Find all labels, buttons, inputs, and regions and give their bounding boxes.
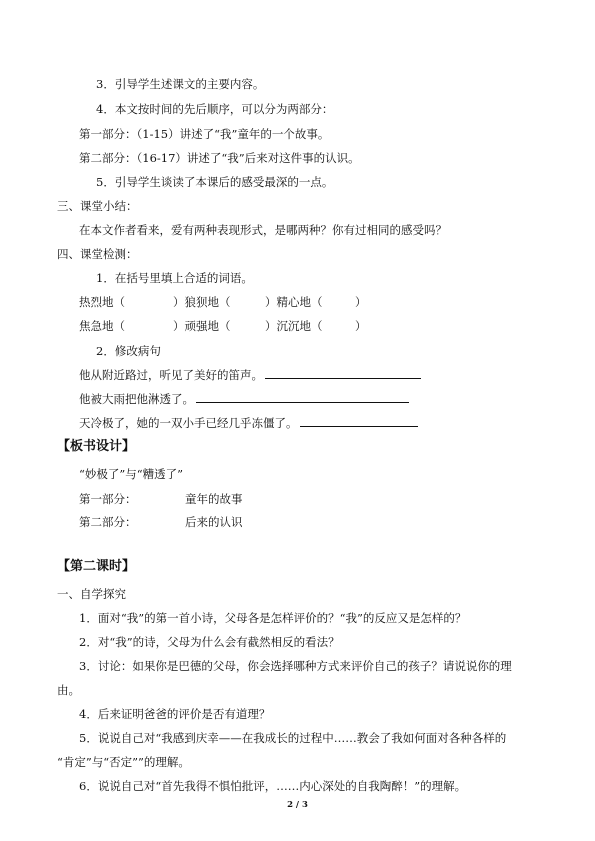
question-item: 由。 xyxy=(57,683,80,697)
second-lesson-title: 【第二课时】 xyxy=(57,559,136,574)
fill-item: 焦急地（ xyxy=(79,319,125,333)
sentence-row xyxy=(79,415,418,431)
fill-item: ） xyxy=(355,295,367,309)
answer-line xyxy=(196,391,409,403)
fill-item: ）沉沉地（ xyxy=(265,319,323,333)
fill-row xyxy=(79,318,367,334)
fill-item: ）狼狈地（ xyxy=(173,295,231,309)
question-item: “肯定”与“否定””的理解。 xyxy=(57,755,190,769)
question-item: 4．后来证明爸爸的评价是否有道理？ xyxy=(79,707,271,721)
sentence-row xyxy=(79,367,421,383)
fill-item: ）顽强地（ xyxy=(173,319,231,333)
fill-item: ） xyxy=(355,319,367,333)
fill-item: 热烈地（ xyxy=(79,295,125,309)
question-item: 6．说说自己对“首先我得不惧怕批评，……内心深处的自我陶醉！”的理解。 xyxy=(79,779,467,793)
answer-line xyxy=(265,367,421,379)
board-value: 童年的故事 xyxy=(185,492,243,506)
board-value: 后来的认识 xyxy=(185,515,243,529)
question-item: 2．对“我”的诗，父母为什么会有截然相反的看法？ xyxy=(79,635,340,649)
text-line: 5．引导学生谈读了本课后的感受最深的一点。 xyxy=(96,175,334,189)
question-item: 3．讨论：如果你是巴德的父母，你会选择哪种方式来评价自己的孩子？请说说你的理 xyxy=(79,659,512,673)
page-number: 2 / 3 xyxy=(287,800,308,810)
text-line: 1．在括号里填上合适的词语。 xyxy=(96,271,253,285)
fill-item: ）精心地（ xyxy=(265,295,323,309)
text-line: 第二部分：（16-17）讲述了“我”后来对这件事的认识。 xyxy=(79,151,360,165)
sentence-row xyxy=(79,391,409,407)
board-row xyxy=(79,491,243,507)
sentence-text: 他被大雨把他淋透了。 xyxy=(79,392,194,406)
section-heading: 四、课堂检测： xyxy=(57,247,138,261)
board-subtitle: “妙极了”与“糟透了” xyxy=(79,467,184,481)
board-title: 【板书设计】 xyxy=(57,439,136,454)
sentence-text: 他从附近路过，听见了美好的笛声。 xyxy=(79,368,263,382)
fill-row xyxy=(79,294,367,310)
text-line: 在本文作者看来，爱有两种表现形式，是哪两种？你有过相同的感受吗？ xyxy=(79,223,447,237)
question-item: 5．说说自己对“我感到庆幸——在我成长的过程中……教会了我如何面对各种各样的 xyxy=(79,731,507,745)
board-label: 第二部分： xyxy=(79,515,137,529)
section-heading: 三、课堂小结： xyxy=(57,199,138,213)
section-heading: 一、自学探究 xyxy=(57,587,126,601)
text-line: 第一部分：（1-15）讲述了“我”童年的一个故事。 xyxy=(79,127,330,141)
text-line: 4．本文按时间的先后顺序，可以分为两部分： xyxy=(96,102,334,116)
question-item: 1．面对“我”的第一首小诗，父母各是怎样评价的？“我”的反应又是怎样的？ xyxy=(79,611,467,625)
text-line: 2．修改病句 xyxy=(96,344,161,358)
text-line: 3．引导学生述课文的主要内容。 xyxy=(96,77,265,91)
board-label: 第一部分： xyxy=(79,492,137,506)
sentence-text: 天冷极了，她的一双小手已经几乎冻僵了。 xyxy=(79,416,298,430)
answer-line xyxy=(300,415,418,427)
board-row xyxy=(79,514,243,530)
